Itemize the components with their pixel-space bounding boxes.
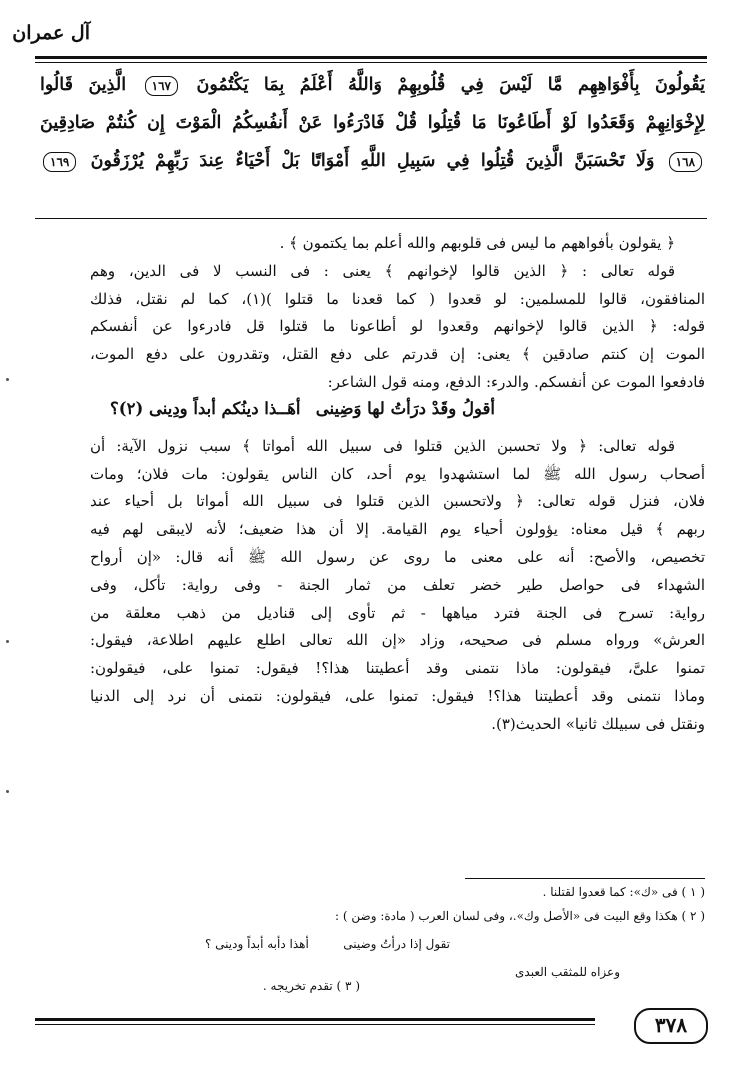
body-line: فلان، فنزل قوله تعالى: ﴿ ولاتحسبن الذين قتلوا فى سبيل الله أمواتا بل أحياء عند bbox=[90, 492, 705, 511]
page-number: ٣٧٨ bbox=[634, 1008, 708, 1044]
body-line: تمنوا علىَّ، فيقولون: ماذا نتمنى وقد أعطيتنا هذا؟! فيقول: تمنوا على، فيقولون: bbox=[90, 659, 705, 678]
quran-line bbox=[40, 142, 705, 180]
body-line: وماذا نتمنى وقد أعطيتنا هذا؟! فيقول: تمنوا على، فيقولون: نتمنى أن نرد إلى الدنيا bbox=[90, 686, 705, 705]
body-line: تخصيص، والأصح: أنه على معنى ما روى عن رسول الله ﷺ أنه قال: «إن أرواح bbox=[90, 547, 705, 566]
quran-line bbox=[40, 104, 705, 142]
header-rule-thick bbox=[35, 56, 707, 59]
body-line: ﴿ يقولون بأفواههم ما ليس فى قلوبهم والله أعلم بما يكتمون ﴾ . bbox=[279, 234, 675, 252]
footnote-rule bbox=[465, 878, 705, 879]
quran-text: يَقُولُونَ بِأَفْوَاهِهِم مَّا لَيْسَ فِي قُلُوبِهِمْ وَاللَّهُ أَعْلَمُ بِمَا يَكْتُمُونَ bbox=[196, 75, 705, 95]
poem-verse bbox=[90, 399, 705, 429]
quran-text: وَلَا تَحْسَبَنَّ الَّذِينَ قُتِلُوا فِي سَبِيلِ اللَّهِ أَمْوَاتًا بَلْ أَحْيَاءٌ عِندَ رَبِّهِمْ يُرْزَقُونَ bbox=[90, 151, 655, 171]
footnote-row bbox=[40, 960, 705, 993]
body-line: قوله: ﴿ الذين قالوا لإخوانهم وقعدوا لو أطاعونا ما قتلوا قل فادرءوا عن أنفسكم bbox=[90, 317, 705, 336]
verse-number-marker: ١٦٧ bbox=[145, 76, 178, 96]
header-rule-thin bbox=[35, 62, 707, 63]
quran-verses bbox=[40, 66, 705, 180]
body-line: العرش» ورواه مسلم فى صحيحه، وزاد «إن الله تعالى اطلع عليهم اطلاعة، فيقول: bbox=[90, 631, 705, 650]
verse-number-marker: ١٦٨ bbox=[669, 152, 702, 172]
body-line: رواية: تسرح فى الجنة فترد مياهها - ثم تأوى إلى قناديل من ذهب معلقة من bbox=[90, 603, 705, 622]
body-line: فادفعوا الموت عن أنفسكم. والدرء: الدفع، ومنه قول الشاعر: bbox=[327, 372, 705, 391]
section-divider bbox=[35, 218, 707, 219]
footnote-hemistich-second: أهذا دأبه أبداً ودينى ؟ bbox=[205, 937, 309, 951]
body-line: أصحاب رسول الله ﷺ لما استشهدوا يوم أحد، كان الناس يقولون: مات فلان؛ ومات bbox=[90, 464, 705, 483]
quran-text: الَّذِينَ قَالُوا bbox=[40, 75, 127, 95]
body-line: قوله تعالى : ﴿ الذين قالوا لإخوانهم ﴾ يعنى : فى النسب لا فى الدين، وهم bbox=[90, 261, 675, 280]
footnote-3: ( ٣ ) تقدم تخريجه . bbox=[262, 979, 360, 993]
verse-number-marker: ١٦٩ bbox=[43, 152, 76, 172]
poem-hemistich-second: أهَــذا دينُكم أبداً ودِينى (٢)؟ bbox=[110, 398, 301, 418]
body-line: ونقتل فى سبيلك ثانيا» الحديث(٣). bbox=[491, 714, 705, 733]
footer-rule-thin bbox=[35, 1024, 595, 1025]
footer-rule-thick bbox=[35, 1018, 595, 1021]
quran-text: لِإِخْوَانِهِمْ وَقَعَدُوا لَوْ أَطَاعُونَا مَا قُتِلُوا قُلْ فَادْرَءُوا عَنْ أَنفُسِكُمُ الْمَوْتَ إِن كُنتُمْ صَادِقِينَ bbox=[40, 113, 705, 133]
margin-mark bbox=[6, 790, 9, 793]
footnotes bbox=[40, 880, 705, 993]
footnote-2: ( ٢ ) هكذا وقع البيت فى «الأصل وك».، وفى لسان العرب ( مادة: وضن ) : bbox=[335, 909, 705, 923]
body-line: الشهداء فى حواصل طير خضر تعلف من ثمار الجنة - وفى رواية: تأكل، وفى bbox=[90, 575, 705, 594]
chapter-title: آل عمران bbox=[12, 22, 90, 44]
footnote-1: ( ١ ) فى «ك»: كما قعدوا لقتلنا . bbox=[542, 885, 705, 899]
margin-mark bbox=[6, 640, 9, 643]
poem-hemistich-first: أقولُ وقَدْ درَأتُ لها وَضِينى bbox=[315, 398, 495, 418]
body-line: قوله تعالى: ﴿ ولا تحسبن الذين قتلوا فى سبيل الله أمواتا ﴾ سبب نزول الآية: أن bbox=[90, 436, 675, 455]
quran-line bbox=[40, 66, 705, 104]
body-line: المنافقون، قالوا للمسلمين: لو قعدوا ( كما قعدنا ما قتلوا )(١)، كما لم نقتل، فذلك bbox=[90, 289, 705, 308]
margin-mark bbox=[6, 378, 9, 381]
body-line: ربهم ﴾ قيل معناه: يؤولون أحياء يوم القيامة. إلا أن هذا ضعيف؛ لأنه لايبقى لهم فيه bbox=[90, 520, 705, 539]
footnote-hemistich-first: تقول إذا درأتُ وضينى bbox=[343, 937, 450, 951]
footnote-attribution: وعزاه للمثقب العبدى bbox=[515, 965, 620, 979]
commentary-body bbox=[90, 230, 705, 739]
body-line: الموت إن كنتم صادقين ﴾ يعنى: إن قدرتم على دفع القتل، وتقدرون على دفع الموت، bbox=[90, 345, 705, 364]
footnote-verse bbox=[40, 932, 705, 956]
